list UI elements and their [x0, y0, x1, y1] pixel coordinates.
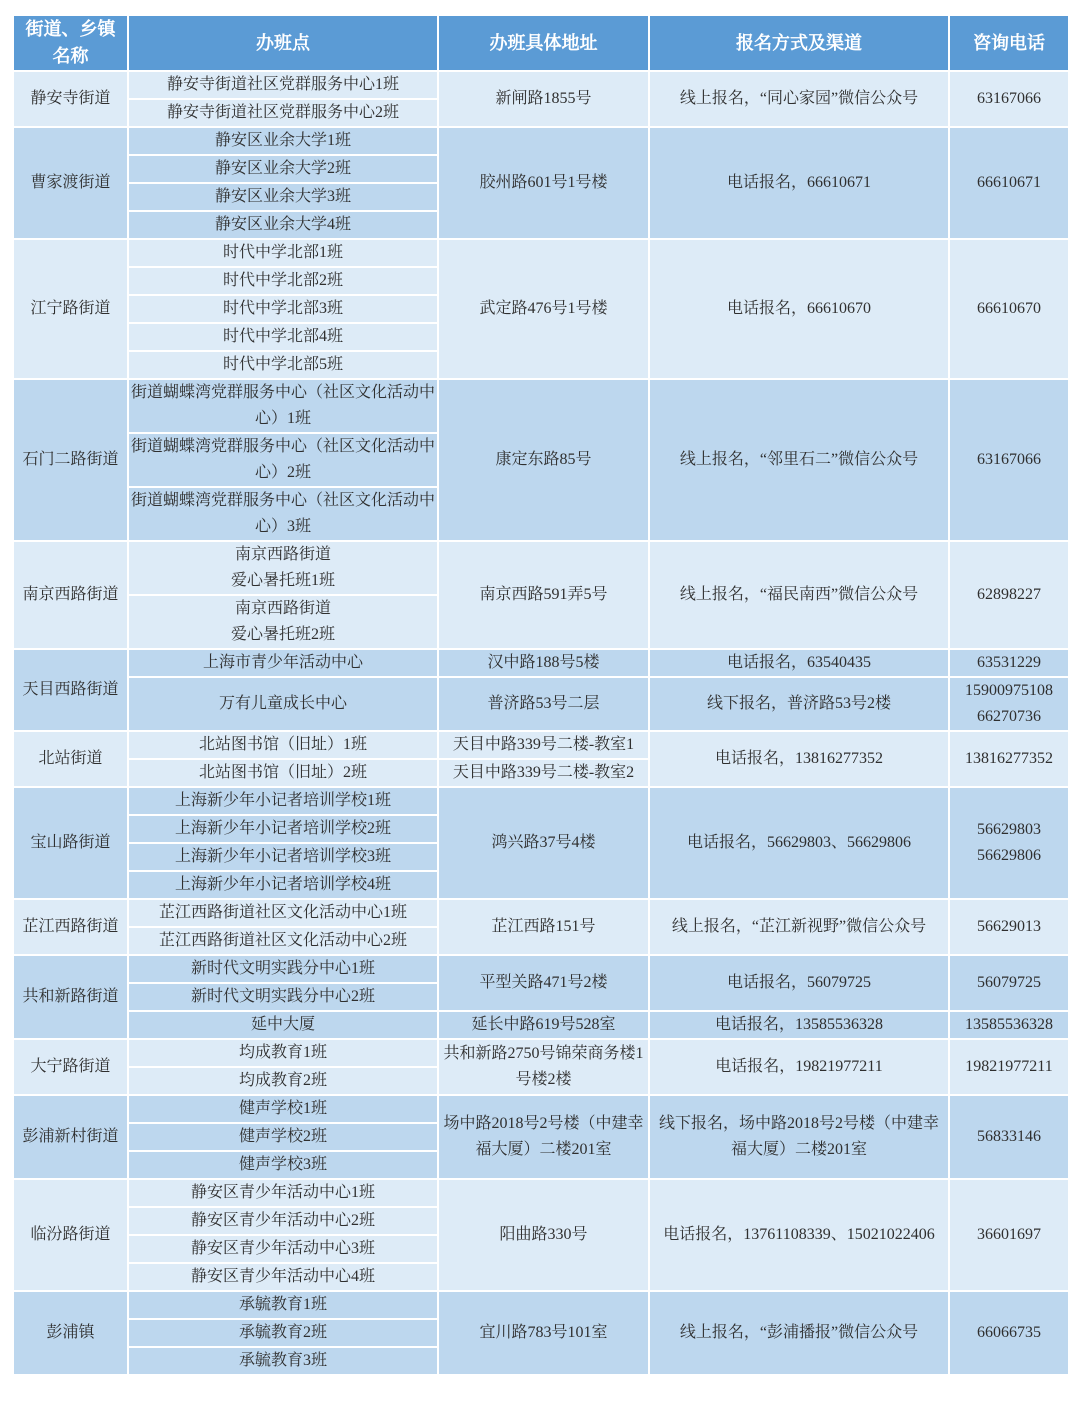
- class-site-cell: 承毓教育2班: [128, 1319, 438, 1347]
- class-site-cell: 上海新少年小记者培训学校1班: [128, 787, 438, 815]
- class-site-cell: 静安区业余大学2班: [128, 155, 438, 183]
- class-site-cell: 静安寺街道社区党群服务中心1班: [128, 71, 438, 99]
- table-row: [13, 787, 1069, 815]
- phone-cell: 66066735: [949, 1291, 1069, 1375]
- phone-cell: 36601697: [949, 1179, 1069, 1291]
- class-site-cell: 静安区青少年活动中心4班: [128, 1263, 438, 1291]
- class-site-cell: 上海新少年小记者培训学校2班: [128, 815, 438, 843]
- signup-method-cell: 电话报名，13585536328: [649, 1011, 949, 1039]
- address-cell: 天目中路339号二楼-教室1: [438, 731, 649, 759]
- address-cell: 平型关路471号2楼: [438, 955, 649, 1011]
- signup-method-cell: 线上报名，“彭浦播报”微信公众号: [649, 1291, 949, 1375]
- class-site-cell: 静安区业余大学3班: [128, 183, 438, 211]
- table-body: [13, 71, 1069, 1375]
- header-address: 办班具体地址: [438, 15, 649, 71]
- table-row: [13, 649, 1069, 677]
- class-site-cell: 健声学校3班: [128, 1151, 438, 1179]
- table-row: [13, 1179, 1069, 1207]
- signup-method-cell: 电话报名，56629803、56629806: [649, 787, 949, 899]
- address-cell: 康定东路85号: [438, 379, 649, 541]
- header-row: [13, 15, 1069, 71]
- class-site-cell: 时代中学北部5班: [128, 351, 438, 379]
- signup-method-cell: 电话报名，56079725: [649, 955, 949, 1011]
- address-cell: 新闸路1855号: [438, 71, 649, 127]
- address-cell: 宜川路783号101室: [438, 1291, 649, 1375]
- class-site-cell: 南京西路街道 爱心暑托班2班: [128, 595, 438, 649]
- class-site-cell: 芷江西路街道社区文化活动中心2班: [128, 927, 438, 955]
- class-site-cell: 健声学校2班: [128, 1123, 438, 1151]
- class-site-cell: 时代中学北部4班: [128, 323, 438, 351]
- class-site-cell: 均成教育1班: [128, 1039, 438, 1067]
- phone-cell: 19821977211: [949, 1039, 1069, 1095]
- class-site-cell: 延中大厦: [128, 1011, 438, 1039]
- class-site-cell: 静安寺街道社区党群服务中心2班: [128, 99, 438, 127]
- phone-cell: 63167066: [949, 71, 1069, 127]
- class-site-cell: 万有儿童成长中心: [128, 677, 438, 731]
- phone-cell: 56629013: [949, 899, 1069, 955]
- class-site-cell: 静安区青少年活动中心2班: [128, 1207, 438, 1235]
- district-cell: 芷江西路街道: [13, 899, 128, 955]
- class-site-cell: 新时代文明实践分中心1班: [128, 955, 438, 983]
- phone-cell: 63531229: [949, 649, 1069, 677]
- district-cell: 江宁路街道: [13, 239, 128, 379]
- class-site-cell: 街道蝴蝶湾党群服务中心（社区文化活动中心）2班: [128, 433, 438, 487]
- table-row: [13, 899, 1069, 927]
- class-site-cell: 街道蝴蝶湾党群服务中心（社区文化活动中心）1班: [128, 379, 438, 433]
- district-cell: 曹家渡街道: [13, 127, 128, 239]
- district-cell: 临汾路街道: [13, 1179, 128, 1291]
- district-cell: 南京西路街道: [13, 541, 128, 649]
- phone-cell: 13816277352: [949, 731, 1069, 787]
- class-site-cell: 承毓教育1班: [128, 1291, 438, 1319]
- table-row: [13, 955, 1069, 983]
- district-cell: 宝山路街道: [13, 787, 128, 899]
- header-phone: 咨询电话: [949, 15, 1069, 71]
- district-cell: 大宁路街道: [13, 1039, 128, 1095]
- signup-method-cell: 线下报名，场中路2018号2号楼（中建幸福大厦）二楼201室: [649, 1095, 949, 1179]
- table-row: [13, 127, 1069, 155]
- address-cell: 天目中路339号二楼-教室2: [438, 759, 649, 787]
- class-site-cell: 北站图书馆（旧址）2班: [128, 759, 438, 787]
- district-cell: 共和新路街道: [13, 955, 128, 1039]
- signup-method-cell: 电话报名，66610671: [649, 127, 949, 239]
- class-site-cell: 静安区业余大学4班: [128, 211, 438, 239]
- address-cell: 场中路2018号2号楼（中建幸福大厦）二楼201室: [438, 1095, 649, 1179]
- class-site-cell: 静安区业余大学1班: [128, 127, 438, 155]
- class-site-cell: 时代中学北部2班: [128, 267, 438, 295]
- table-row: [13, 1039, 1069, 1067]
- header-class-site: 办班点: [128, 15, 438, 71]
- signup-method-cell: 线上报名，“邻里石二”微信公众号: [649, 379, 949, 541]
- address-cell: 武定路476号1号楼: [438, 239, 649, 379]
- signup-method-cell: 电话报名，63540435: [649, 649, 949, 677]
- class-site-cell: 芷江西路街道社区文化活动中心1班: [128, 899, 438, 927]
- class-site-cell: 均成教育2班: [128, 1067, 438, 1095]
- table-row: [13, 541, 1069, 595]
- phone-cell: 62898227: [949, 541, 1069, 649]
- class-site-cell: 上海市青少年活动中心: [128, 649, 438, 677]
- phone-cell: 56079725: [949, 955, 1069, 1011]
- district-cell: 天目西路街道: [13, 649, 128, 731]
- district-cell: 彭浦新村街道: [13, 1095, 128, 1179]
- signup-method-cell: 线上报名，“福民南西”微信公众号: [649, 541, 949, 649]
- table-row: [13, 71, 1069, 99]
- address-cell: 阳曲路330号: [438, 1179, 649, 1291]
- class-site-cell: 北站图书馆（旧址）1班: [128, 731, 438, 759]
- table-row: [13, 379, 1069, 433]
- phone-cell: 66610670: [949, 239, 1069, 379]
- class-site-cell: 街道蝴蝶湾党群服务中心（社区文化活动中心）3班: [128, 487, 438, 541]
- district-cell: 北站街道: [13, 731, 128, 787]
- phone-cell: 13585536328: [949, 1011, 1069, 1039]
- class-site-cell: 上海新少年小记者培训学校3班: [128, 843, 438, 871]
- class-site-cell: 南京西路街道 爱心暑托班1班: [128, 541, 438, 595]
- header-signup-method: 报名方式及渠道: [649, 15, 949, 71]
- signup-method-cell: 电话报名，19821977211: [649, 1039, 949, 1095]
- table-row: [13, 1011, 1069, 1039]
- address-cell: 普济路53号二层: [438, 677, 649, 731]
- address-cell: 延长中路619号528室: [438, 1011, 649, 1039]
- table-row: [13, 731, 1069, 759]
- address-cell: 南京西路591弄5号: [438, 541, 649, 649]
- phone-cell: 63167066: [949, 379, 1069, 541]
- signup-method-cell: 电话报名，13816277352: [649, 731, 949, 787]
- phone-cell: 66610671: [949, 127, 1069, 239]
- signup-method-cell: 电话报名，66610670: [649, 239, 949, 379]
- address-cell: 胶州路601号1号楼: [438, 127, 649, 239]
- address-cell: 鸿兴路37号4楼: [438, 787, 649, 899]
- address-cell: 共和新路2750号锦荣商务楼1号楼2楼: [438, 1039, 649, 1095]
- class-site-cell: 承毓教育3班: [128, 1347, 438, 1375]
- class-site-cell: 上海新少年小记者培训学校4班: [128, 871, 438, 899]
- signup-method-cell: 线上报名，“同心家园”微信公众号: [649, 71, 949, 127]
- class-site-cell: 时代中学北部1班: [128, 239, 438, 267]
- signup-method-cell: 线上报名，“芷江新视野”微信公众号: [649, 899, 949, 955]
- table-row: [13, 1291, 1069, 1319]
- table-row: [13, 1095, 1069, 1123]
- header-district: 街道、乡镇 名称: [13, 15, 128, 71]
- class-site-cell: 时代中学北部3班: [128, 295, 438, 323]
- table-row: [13, 239, 1069, 267]
- signup-method-cell: 电话报名，13761108339、15021022406: [649, 1179, 949, 1291]
- address-cell: 芷江西路151号: [438, 899, 649, 955]
- class-site-cell: 新时代文明实践分中心2班: [128, 983, 438, 1011]
- district-cell: 彭浦镇: [13, 1291, 128, 1375]
- address-cell: 汉中路188号5楼: [438, 649, 649, 677]
- class-schedule-table: [12, 14, 1070, 1376]
- table-row: [13, 677, 1069, 731]
- phone-cell: 56629803 56629806: [949, 787, 1069, 899]
- phone-cell: 56833146: [949, 1095, 1069, 1179]
- class-site-cell: 健声学校1班: [128, 1095, 438, 1123]
- class-site-cell: 静安区青少年活动中心3班: [128, 1235, 438, 1263]
- district-cell: 石门二路街道: [13, 379, 128, 541]
- class-site-cell: 静安区青少年活动中心1班: [128, 1179, 438, 1207]
- signup-method-cell: 线下报名，普济路53号2楼: [649, 677, 949, 731]
- phone-cell: 15900975108 66270736: [949, 677, 1069, 731]
- district-cell: 静安寺街道: [13, 71, 128, 127]
